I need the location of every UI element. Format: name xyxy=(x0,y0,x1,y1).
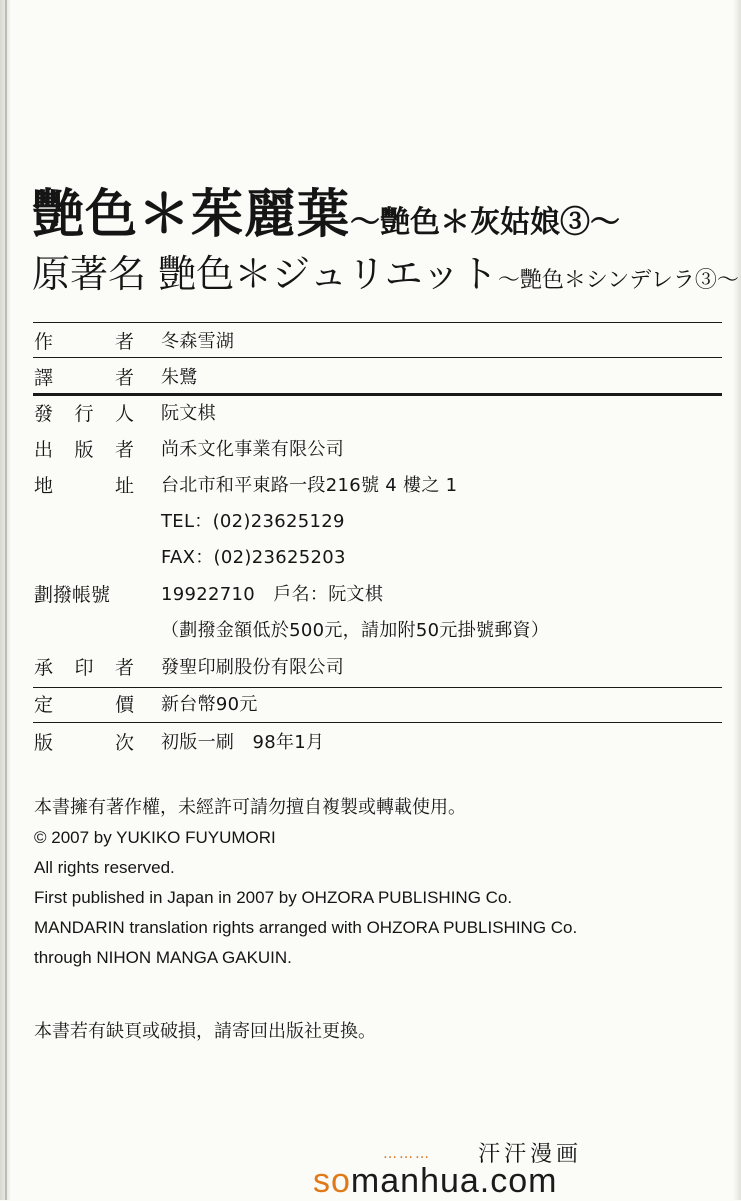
credit-label-char: 者 xyxy=(114,438,134,461)
credit-value: 新台幣90元 xyxy=(161,694,258,715)
copyright-line: through NIHON MANGA GAKUIN. xyxy=(34,948,292,967)
defect-notice: 本書若有缺頁或破損，請寄回出版社更換。 xyxy=(34,1021,376,1042)
book-title-main: 艷色＊茱麗葉 xyxy=(32,184,351,245)
credit-label-char: 劃撥帳號 xyxy=(34,583,111,606)
copyright-notice-cn: 本書擁有著作權，未經許可請勿擅自複製或轉載使用。 xyxy=(34,797,466,818)
credit-value: （劃撥金額低於500元，請加附50元掛號郵資） xyxy=(161,620,550,641)
credit-value: FAX：(02)23625203 xyxy=(161,547,346,568)
credit-label-char: 價 xyxy=(114,693,134,716)
credit-row xyxy=(34,688,258,718)
credit-label-char: 版 xyxy=(74,438,94,461)
credit-label-char: 者 xyxy=(114,330,134,353)
credit-value: 朱鷺 xyxy=(161,367,198,388)
credit-value: 初版一刷 98年1月 xyxy=(161,732,325,753)
credit-label-char: 承 xyxy=(34,656,54,679)
credit-label-char: 址 xyxy=(114,474,134,497)
copyright-line: MANDARIN translation rights arranged with OHZORA PUBLISHING Co. xyxy=(34,918,578,937)
credit-label-char: 次 xyxy=(114,731,134,754)
credit-row xyxy=(34,397,216,427)
credit-value: 阮文棋 xyxy=(161,403,216,424)
credit-label-char: 版 xyxy=(34,731,54,754)
copyright-line: All rights reserved. xyxy=(34,858,175,877)
credit-value: 尚禾文化事業有限公司 xyxy=(161,439,344,460)
divider xyxy=(33,687,722,688)
credit-label-char: 發 xyxy=(34,402,54,425)
credit-label-char: 者 xyxy=(114,656,134,679)
credit-label-char: 地 xyxy=(34,474,54,497)
credit-label xyxy=(34,435,134,462)
credit-row xyxy=(34,541,346,571)
original-title-label: 原著名 xyxy=(32,252,147,296)
original-title-sub: ～艷色＊シンデレラ③～ xyxy=(497,268,739,293)
credit-label-char: 譯 xyxy=(34,366,54,389)
credit-value: 19922710 戶名：阮文棋 xyxy=(161,584,384,605)
divider xyxy=(33,322,722,323)
divider xyxy=(33,357,722,358)
original-title-main: 艷色＊ジュリエット xyxy=(158,252,498,296)
credit-value: 發聖印刷股份有限公司 xyxy=(161,657,344,678)
credit-label-char: 作 xyxy=(34,330,54,353)
credit-value: 台北市和平東路一段216號 4 樓之 1 xyxy=(161,475,458,496)
book-title xyxy=(32,172,620,247)
credit-label-char: 行 xyxy=(74,402,94,425)
credit-value: TEL：(02)23625129 xyxy=(161,511,345,532)
divider-thick xyxy=(33,393,722,396)
book-title-sub: ～艷色＊灰姑娘③～ xyxy=(350,205,621,240)
credit-row xyxy=(34,726,325,756)
copyright-line: First published in Japan in 2007 by OHZORA PUBLISHING Co. xyxy=(34,888,513,907)
page-edge-right xyxy=(733,0,741,1200)
credit-row xyxy=(34,578,384,608)
credit-row xyxy=(34,325,235,355)
divider xyxy=(33,722,722,723)
watermark-url-rest: manhua.com xyxy=(350,1162,558,1200)
watermark-url[interactable] xyxy=(313,1162,557,1201)
page-edge-left xyxy=(0,0,10,1200)
credit-label xyxy=(34,327,134,354)
credit-label-char: 者 xyxy=(114,366,134,389)
credit-row xyxy=(34,505,345,535)
credit-label xyxy=(34,399,134,426)
watermark-site-name: 汗汗漫画 xyxy=(478,1142,583,1167)
credit-label xyxy=(34,580,134,607)
credit-row xyxy=(34,651,344,681)
credit-row xyxy=(34,361,198,391)
credit-value: 冬森雪湖 xyxy=(161,331,235,352)
credit-label-char: 定 xyxy=(34,693,54,716)
credit-label xyxy=(34,471,134,498)
original-title xyxy=(32,243,739,298)
copyright-line: © 2007 by YUKIKO FUYUMORI xyxy=(34,828,276,847)
credit-row xyxy=(34,614,550,644)
credit-row xyxy=(34,433,344,463)
watermark-url-prefix: so xyxy=(313,1162,351,1200)
credit-label xyxy=(34,653,134,680)
credit-label-char: 印 xyxy=(74,656,94,679)
credit-label xyxy=(34,363,134,390)
credit-label xyxy=(34,728,134,755)
credit-label-char: 人 xyxy=(114,402,134,425)
credit-label-char: 出 xyxy=(34,438,54,461)
credit-row xyxy=(34,469,458,499)
watermark-dots: ……… xyxy=(383,1146,431,1162)
credit-label xyxy=(34,690,134,717)
